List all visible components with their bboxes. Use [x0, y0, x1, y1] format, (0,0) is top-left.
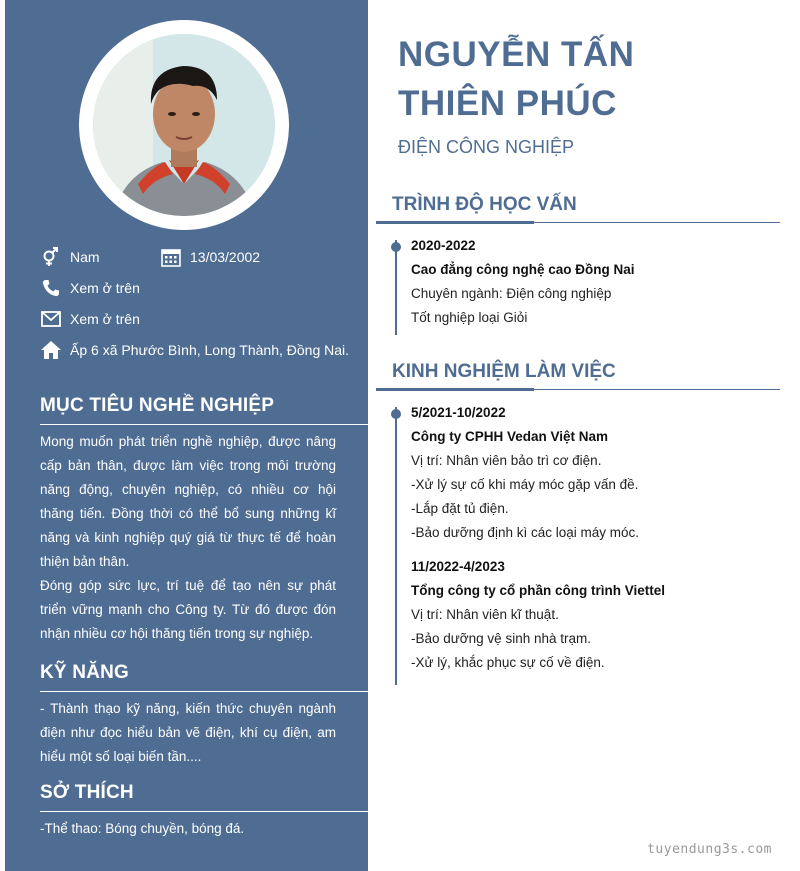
objective-paragraph: Đóng góp sức lực, trí tuệ để tạo nên sự phát triển vững mạnh cho Công ty. Từ đó được đón nhận nhiều cơ hội thăng tiến trong sự nghiệp.	[40, 578, 336, 641]
avatar-frame	[79, 20, 289, 230]
birthdate-row	[160, 246, 260, 268]
job-detail: Vị trí: Nhân viên bảo trì cơ điện.	[411, 453, 602, 468]
experience-timeline	[395, 407, 397, 685]
calendar-icon	[160, 246, 182, 268]
skills-text: - Thành thạo kỹ năng, kiến thức chuyên ngành điện như đọc hiểu bản vẽ điện, khí cụ điện, am hiểu một số loại biến tần....	[40, 701, 336, 764]
job-detail: -Bảo dưỡng vệ sinh nhà trạm.	[411, 631, 591, 646]
job-detail: -Lắp đặt tủ điện.	[411, 501, 509, 516]
education-underline	[376, 221, 534, 224]
job-detail: -Xử lý sự cố khi máy móc gặp vấn đề.	[411, 477, 639, 492]
avatar	[93, 34, 275, 216]
education-period: 2020-2022	[411, 238, 476, 253]
address-row	[40, 339, 349, 361]
objective-title: MỤC TIÊU NGHỀ NGHIỆP	[40, 395, 275, 416]
sidebar	[5, 0, 368, 871]
job-period: 11/2022-4/2023	[411, 559, 505, 574]
address-value: Ấp 6 xã Phước Bình, Long Thành, Đồng Nai.	[70, 342, 350, 358]
skills-title: KỸ NĂNG	[40, 662, 130, 683]
phone-value: Xem ở trên	[70, 280, 140, 296]
objective-paragraph: Mong muốn phát triển nghề nghiệp, được nâng cấp bản thân, được làm việc trong môi trường năng động, chuyên nghiệp, có nhiều cơ hội thăng tiến. Đồng thời có thể bổ sung những kĩ năng và kinh nghiệp quý giá từ thực tế để hoàn thiện bản thân.	[40, 434, 336, 569]
home-icon	[40, 339, 62, 361]
email-row	[40, 308, 140, 330]
job-company: Công ty CPHH Vedan Việt Nam	[411, 429, 609, 444]
gender-row	[40, 246, 100, 268]
watermark: tuyendung3s.com	[647, 842, 772, 857]
education-timeline	[395, 240, 397, 335]
full-name	[398, 30, 634, 128]
experience-title: KINH NGHIỆM LÀM VIỆC	[392, 361, 616, 382]
objective-divider	[40, 424, 368, 425]
gender-value: Nam	[70, 249, 100, 265]
education-school: Cao đẳng công nghệ cao Đồng Nai	[411, 262, 635, 277]
phone-icon	[40, 277, 62, 299]
hobbies-title: SỞ THÍCH	[40, 782, 134, 803]
phone-row	[40, 277, 140, 299]
name-line-2: THIÊN PHÚC	[398, 84, 617, 123]
job-detail: -Bảo dưỡng định kì các loại máy móc.	[411, 525, 639, 540]
job-title: ĐIỆN CÔNG NGHIỆP	[398, 137, 575, 157]
name-line-1: NGUYỄN TẤN	[398, 35, 635, 74]
hobbies-divider	[40, 811, 368, 812]
timeline-dot	[391, 409, 401, 419]
job-company: Tổng công ty cổ phần công trình Viettel	[411, 583, 666, 598]
experience-underline	[376, 388, 534, 391]
hobbies-text: -Thể thao: Bóng chuyền, bóng đá.	[40, 821, 245, 836]
skills-divider	[40, 691, 368, 692]
timeline-dot	[391, 242, 401, 252]
education-detail: Chuyên ngành: Điện công nghiệp	[411, 286, 612, 301]
education-title: TRÌNH ĐỘ HỌC VẤN	[392, 194, 577, 215]
email-icon	[40, 308, 62, 330]
job-detail: Vị trí: Nhân viên kĩ thuật.	[411, 607, 559, 622]
email-value: Xem ở trên	[70, 311, 140, 327]
gender-icon	[40, 246, 62, 268]
birthdate-value: 13/03/2002	[190, 249, 261, 265]
job-detail: -Xử lý, khắc phục sự cố về điện.	[411, 655, 605, 670]
job-period: 5/2021-10/2022	[411, 405, 506, 420]
objective-text	[40, 430, 336, 646]
education-detail: Tốt nghiệp loại Giỏi	[411, 310, 528, 325]
